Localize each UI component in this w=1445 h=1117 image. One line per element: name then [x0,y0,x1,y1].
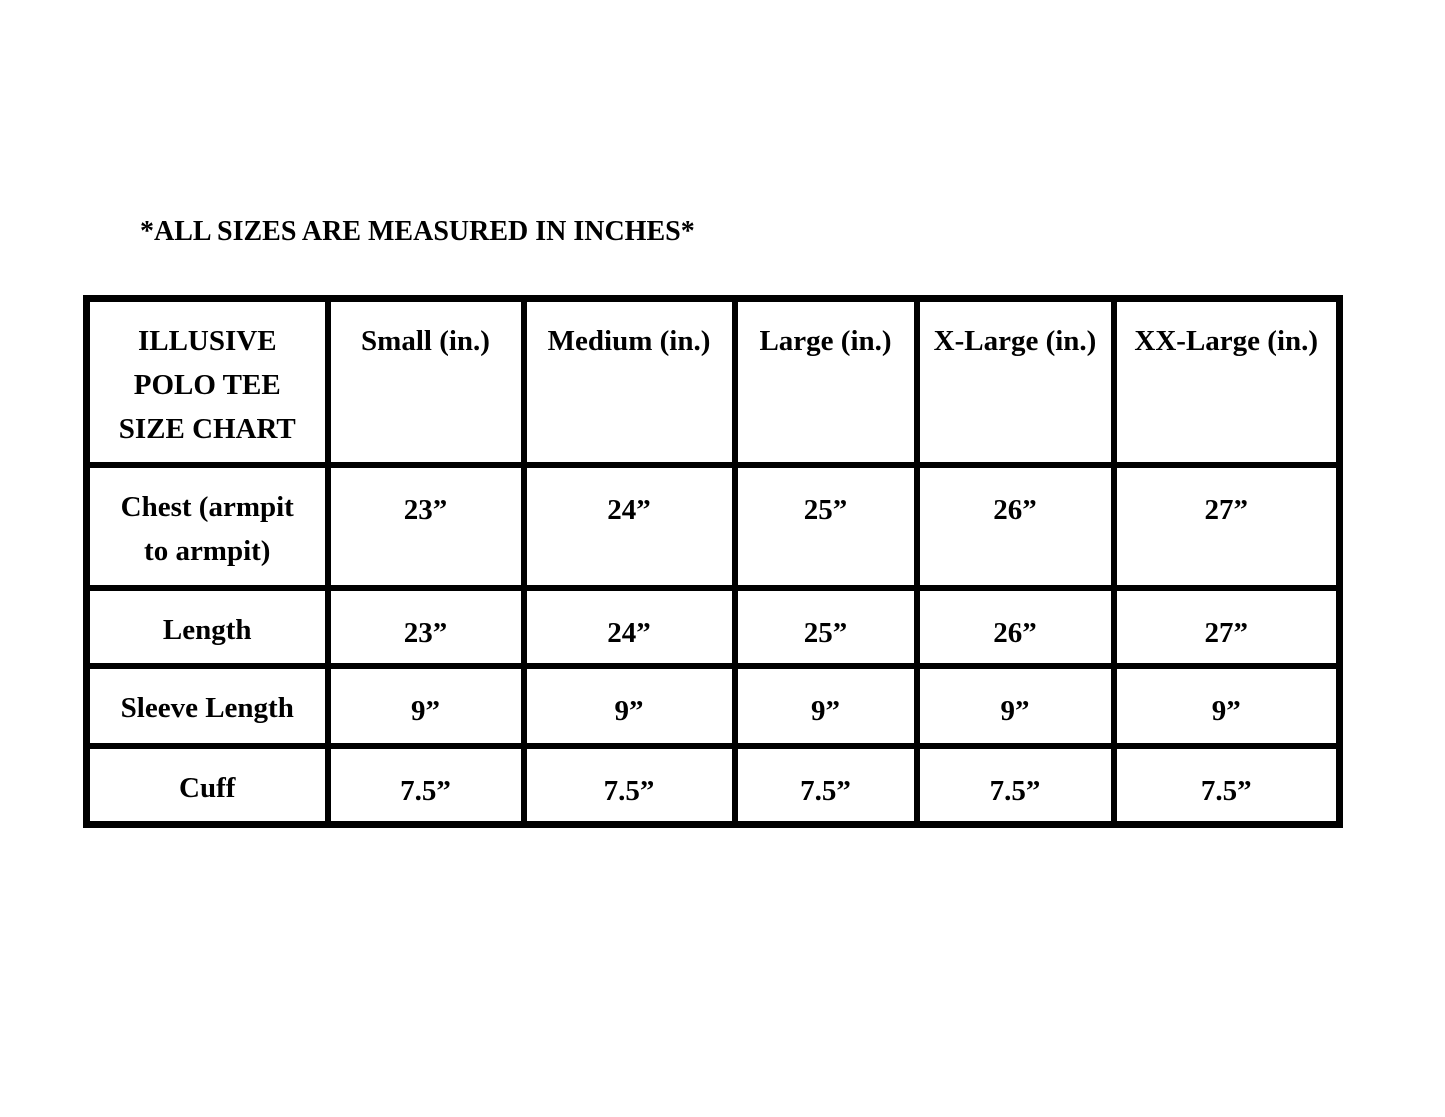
column-header-xx-large: XX-Large (in.) [1114,299,1340,465]
table-title-line: POLO TEE [133,369,281,401]
table-cell: 24” [524,588,735,666]
table-cell: 9” [1114,666,1340,746]
table-title-line: SIZE CHART [118,413,296,445]
table-row-cuff [87,746,1340,825]
table-cell: 25” [735,588,917,666]
table-cell: 25” [735,465,917,588]
row-label-cuff: Cuff [87,746,328,825]
column-header-x-large: X-Large (in.) [917,299,1114,465]
table-cell: 27” [1114,588,1340,666]
row-label-line: to armpit) [144,534,271,567]
table-cell: 27” [1114,465,1340,588]
table-cell: 9” [917,666,1114,746]
table-cell: 9” [735,666,917,746]
column-header-large: Large (in.) [735,299,917,465]
table-cell: 23” [328,588,524,666]
table-cell: 7.5” [735,746,917,825]
size-chart-table [83,295,1343,828]
table-title-line: ILLUSIVE [137,325,277,357]
table-cell: 24” [524,465,735,588]
table-cell: 7.5” [917,746,1114,825]
measurement-note: *ALL SIZES ARE MEASURED IN INCHES* [140,216,695,247]
table-cell: 7.5” [524,746,735,825]
table-header-row [87,299,1340,465]
row-label-line: Chest (armpit [120,490,294,523]
row-label-chest [87,465,328,588]
table-row-chest [87,465,1340,588]
table-cell: 9” [328,666,524,746]
column-header-small: Small (in.) [328,299,524,465]
table-cell: 23” [328,465,524,588]
table-cell: 26” [917,465,1114,588]
table-row-length [87,588,1340,666]
row-label-length: Length [87,588,328,666]
column-header-medium: Medium (in.) [524,299,735,465]
table-cell: 9” [524,666,735,746]
table-cell: 7.5” [1114,746,1340,825]
row-label-sleeve-length: Sleeve Length [87,666,328,746]
table-cell: 7.5” [328,746,524,825]
table-row-sleeve-length [87,666,1340,746]
table-cell: 26” [917,588,1114,666]
table-title-cell [87,299,328,465]
